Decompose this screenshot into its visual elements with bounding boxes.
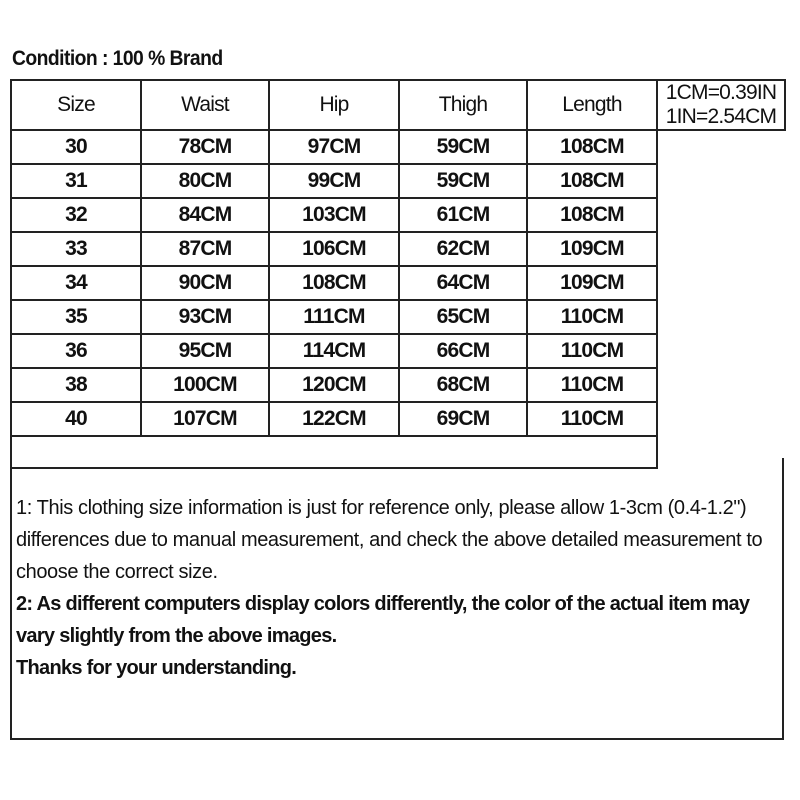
cell-waist: 78CM: [141, 130, 269, 164]
table-row: [11, 130, 785, 164]
cell-thigh: 69CM: [399, 402, 527, 436]
table-row: [11, 266, 785, 300]
cell-hip: 111CM: [269, 300, 399, 334]
cell-size: 35: [11, 300, 141, 334]
cell-size: 32: [11, 198, 141, 232]
cell-waist: 107CM: [141, 402, 269, 436]
cell-length: 108CM: [527, 130, 657, 164]
table-row: [11, 164, 785, 198]
header-hip: Hip: [269, 80, 399, 130]
cell-thigh: 59CM: [399, 164, 527, 198]
table-row: [11, 198, 785, 232]
table-row: [11, 402, 785, 436]
cell-thigh: 62CM: [399, 232, 527, 266]
note-colors: 2: As different computers display colors differently, the color of the actual item may vary slightly from the above images.: [16, 593, 750, 647]
cell-size: 30: [11, 130, 141, 164]
header-thigh: Thigh: [399, 80, 527, 130]
condition-label: Condition : 100 % Brand: [12, 47, 223, 70]
cell-length: 110CM: [527, 300, 657, 334]
cell-waist: 84CM: [141, 198, 269, 232]
cell-thigh: 66CM: [399, 334, 527, 368]
cell-waist: 80CM: [141, 164, 269, 198]
cell-waist: 95CM: [141, 334, 269, 368]
cell-thigh: 61CM: [399, 198, 527, 232]
table-row: [11, 232, 785, 266]
cell-waist: 93CM: [141, 300, 269, 334]
cell-thigh: 64CM: [399, 266, 527, 300]
cell-size: 36: [11, 334, 141, 368]
note-reference: 1: This clothing size information is just for reference only, please allow 1-3cm (0.4-1.2") differences due to manual measurement, and check the above detailed measurement to choose the correct size.: [16, 497, 763, 583]
cell-length: 110CM: [527, 402, 657, 436]
table-header-row: [11, 80, 785, 130]
cell-thigh: 65CM: [399, 300, 527, 334]
cell-length: 109CM: [527, 266, 657, 300]
cell-size: 34: [11, 266, 141, 300]
cell-hip: 97CM: [269, 130, 399, 164]
cell-size: 33: [11, 232, 141, 266]
cell-size: 31: [11, 164, 141, 198]
conversion-cm-to-in: 1CM=0.39IN: [665, 81, 777, 104]
cell-length: 110CM: [527, 368, 657, 402]
header-length: Length: [527, 80, 657, 130]
cell-size: 38: [11, 368, 141, 402]
header-size: Size: [11, 80, 141, 130]
cell-thigh: 68CM: [399, 368, 527, 402]
cell-hip: 99CM: [269, 164, 399, 198]
cell-waist: 100CM: [141, 368, 269, 402]
table-row: [11, 368, 785, 402]
cell-length: 110CM: [527, 334, 657, 368]
cell-size: 40: [11, 402, 141, 436]
cell-thigh: 59CM: [399, 130, 527, 164]
cell-hip: 103CM: [269, 198, 399, 232]
cell-hip: 108CM: [269, 266, 399, 300]
unit-conversion: [657, 80, 785, 130]
cell-waist: 87CM: [141, 232, 269, 266]
note-thanks: Thanks for your understanding.: [16, 657, 297, 679]
cell-length: 108CM: [527, 198, 657, 232]
conversion-in-to-cm: 1IN=2.54CM: [665, 105, 777, 128]
cell-hip: 114CM: [269, 334, 399, 368]
cell-length: 108CM: [527, 164, 657, 198]
notes-box: [10, 458, 784, 740]
header-waist: Waist: [141, 80, 269, 130]
cell-hip: 122CM: [269, 402, 399, 436]
size-chart-table: [10, 79, 786, 469]
cell-hip: 106CM: [269, 232, 399, 266]
cell-waist: 90CM: [141, 266, 269, 300]
cell-length: 109CM: [527, 232, 657, 266]
cell-hip: 120CM: [269, 368, 399, 402]
table-row: [11, 300, 785, 334]
table-row: [11, 334, 785, 368]
